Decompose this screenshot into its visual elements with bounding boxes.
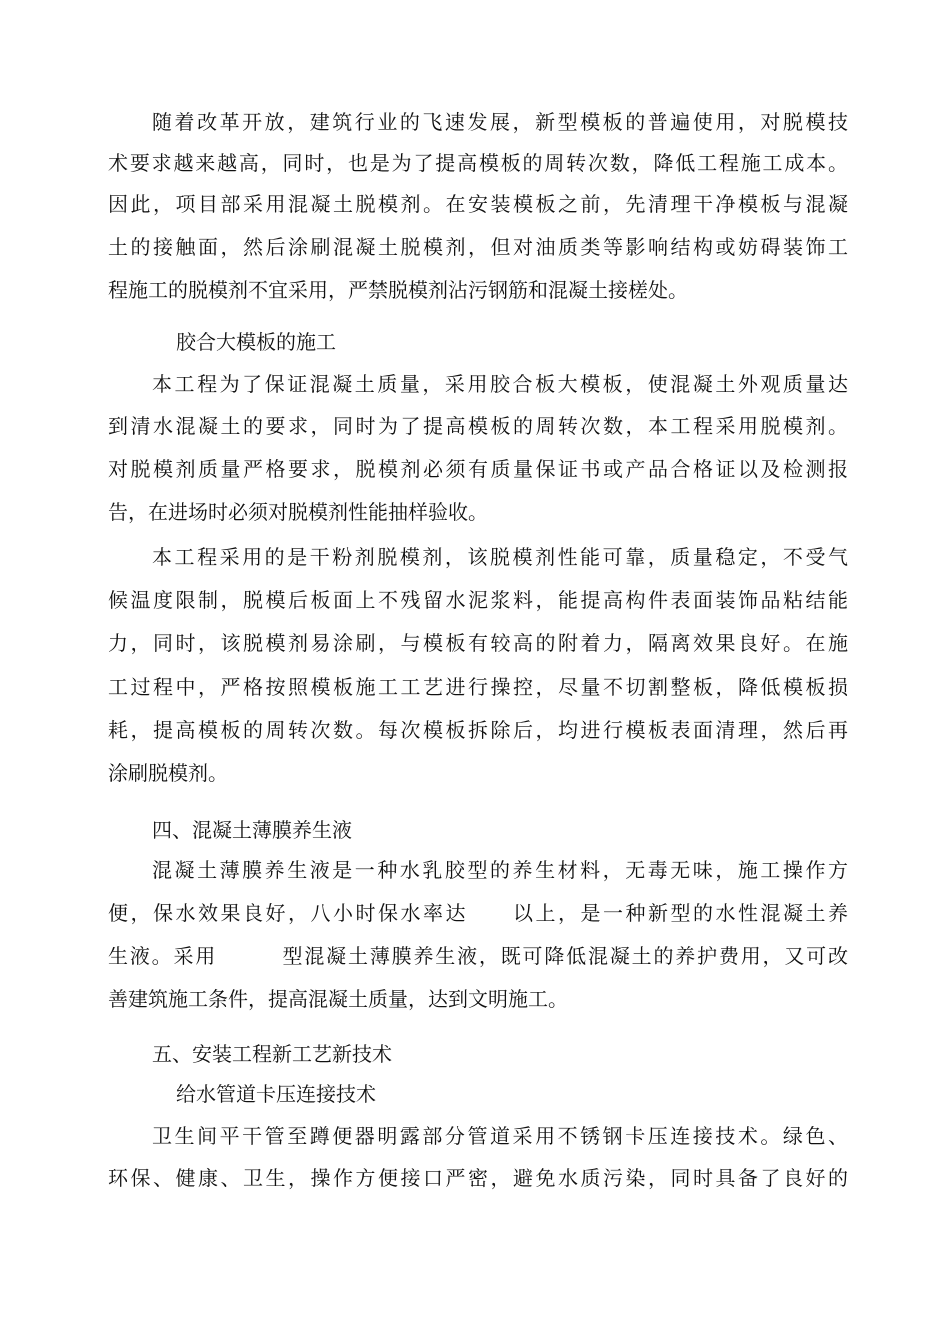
text-line: 环保、健康、卫生，操作方便接口严密，避免水质污染，同时具备了良好的	[108, 1166, 848, 1190]
text-line: 到清水混凝土的要求，同时为了提高模板的周转次数，本工程采用脱模剂。	[108, 414, 848, 438]
text-line: 涂刷脱模剂。	[108, 761, 228, 785]
text-line: 耗，提高模板的周转次数。每次模板拆除后，均进行模板表面清理，然后再	[108, 718, 848, 742]
text-line: 力，同时，该脱模剂易涂刷，与模板有较高的附着力，隔离效果良好。在施	[108, 631, 848, 655]
text-line: 工过程中，严格按照模板施工工艺进行操控，尽量不切割整板，降低模板损	[108, 675, 848, 699]
text-line: 告，在进场时必须对脱模剂性能抽样验收。	[108, 500, 488, 524]
section-heading: 五、安装工程新工艺新技术	[152, 1042, 392, 1066]
text-line: 因此，项目部采用混凝土脱模剂。在安装模板之前，先清理干净模板与混凝	[108, 192, 848, 216]
text-line: 随着改革开放，建筑行业的飞速发展，新型模板的普遍使用，对脱模技	[152, 110, 848, 134]
text-line: 土的接触面，然后涂刷混凝土脱模剂，但对油质类等影响结构或妨碍装饰工	[108, 235, 848, 259]
text-line: 候温度限制，脱模后板面上不残留水泥浆料，能提高构件表面装饰品粘结能	[108, 588, 848, 612]
text-line: 对脱模剂质量严格要求，脱模剂必须有质量保证书或产品合格证以及检测报	[108, 457, 848, 481]
text-line: 卫生间平干管至蹲便器明露部分管道采用不锈钢卡压连接技术。绿色、	[152, 1124, 848, 1148]
text-line: 混凝土薄膜养生液是一种水乳胶型的养生材料，无毒无味，施工操作方	[152, 858, 848, 882]
text-line: 便，保水效果良好，八小时保水率达 以上，是一种新型的水性混凝土养	[108, 901, 848, 925]
text-line: 术要求越来越高，同时，也是为了提高模板的周转次数，降低工程施工成本。	[108, 151, 848, 175]
text-line: 本工程为了保证混凝土质量，采用胶合板大模板，使混凝土外观质量达	[152, 372, 848, 396]
sub-heading: 给水管道卡压连接技术	[176, 1082, 376, 1106]
text-line: 生液。采用 型混凝土薄膜养生液，既可降低混凝土的养护费用，又可改	[108, 944, 848, 968]
section-heading: 胶合大模板的施工	[176, 330, 336, 354]
text-line: 本工程采用的是干粉剂脱模剂，该脱模剂性能可靠，质量稳定，不受气	[152, 545, 848, 569]
section-heading: 四、混凝土薄膜养生液	[152, 818, 352, 842]
text-line: 程施工的脱模剂不宜采用，严禁脱模剂沾污钢筋和混凝土接槎处。	[108, 278, 688, 302]
text-line: 善建筑施工条件，提高混凝土质量，达到文明施工。	[108, 987, 568, 1011]
